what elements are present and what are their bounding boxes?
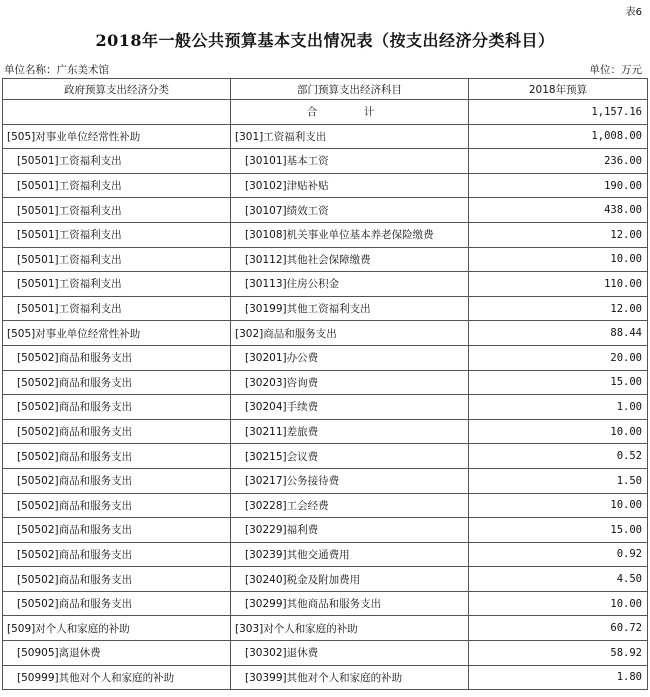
table-row bbox=[3, 345, 648, 370]
dept-category-cell: [30217]公务接待费 bbox=[231, 468, 469, 493]
gov-category-cell: [50502]商品和服务支出 bbox=[3, 567, 231, 592]
amount-cell: 110.00 bbox=[469, 272, 648, 297]
dept-category-cell: [30108]机关事业单位基本养老保险缴费 bbox=[231, 222, 469, 247]
gov-category-cell: [50501]工资福利支出 bbox=[3, 222, 231, 247]
table-row bbox=[3, 641, 648, 666]
table-row bbox=[3, 321, 648, 346]
gov-category-cell: [50501]工资福利支出 bbox=[3, 247, 231, 272]
amount-cell: 12.00 bbox=[469, 222, 648, 247]
dept-category-cell: [30215]会议费 bbox=[231, 444, 469, 469]
page-title: 2018年一般公共预算基本支出情况表（按支出经济分类科目） bbox=[95, 31, 555, 50]
amount-cell: 10.00 bbox=[469, 247, 648, 272]
amount-cell: 20.00 bbox=[469, 345, 648, 370]
table-row bbox=[3, 296, 648, 321]
table-number-tag: 表6 bbox=[625, 7, 642, 18]
gov-category-cell: [50502]商品和服务支出 bbox=[3, 419, 231, 444]
gov-category-cell: [50502]商品和服务支出 bbox=[3, 493, 231, 518]
table-row bbox=[3, 444, 648, 469]
table-row bbox=[3, 124, 648, 149]
table-row bbox=[3, 173, 648, 198]
dept-category-cell: [30102]津贴补贴 bbox=[231, 173, 469, 198]
gov-category-cell: [509]对个人和家庭的补助 bbox=[3, 616, 231, 641]
table-row bbox=[3, 616, 648, 641]
gov-category-cell: [50501]工资福利支出 bbox=[3, 173, 231, 198]
dept-category-cell: [301]工资福利支出 bbox=[231, 124, 469, 149]
dept-category-cell: [30201]办公费 bbox=[231, 345, 469, 370]
dept-category-cell: [302]商品和服务支出 bbox=[231, 321, 469, 346]
amount-cell: 15.00 bbox=[469, 370, 648, 395]
gov-category-cell: [50502]商品和服务支出 bbox=[3, 444, 231, 469]
gov-category-cell: [505]对事业单位经常性补助 bbox=[3, 124, 231, 149]
total-amount: 1,157.16 bbox=[469, 100, 648, 125]
table-row bbox=[3, 198, 648, 223]
dept-category-cell: [30211]差旅费 bbox=[231, 419, 469, 444]
gov-category-cell: [50501]工资福利支出 bbox=[3, 272, 231, 297]
amount-cell: 190.00 bbox=[469, 173, 648, 198]
dept-category-cell: [30228]工会经费 bbox=[231, 493, 469, 518]
gov-category-cell: [50502]商品和服务支出 bbox=[3, 345, 231, 370]
dept-category-cell: [30199]其他工资福利支出 bbox=[231, 296, 469, 321]
gov-category-cell: [50502]商品和服务支出 bbox=[3, 395, 231, 420]
amount-cell: 4.50 bbox=[469, 567, 648, 592]
dept-category-cell: [30229]福利费 bbox=[231, 518, 469, 543]
dept-category-cell: [30113]住房公积金 bbox=[231, 272, 469, 297]
dept-category-cell: [303]对个人和家庭的补助 bbox=[231, 616, 469, 641]
table-row bbox=[3, 567, 648, 592]
gov-category-cell: [50502]商品和服务支出 bbox=[3, 518, 231, 543]
amount-cell: 10.00 bbox=[469, 493, 648, 518]
gov-category-cell: [50502]商品和服务支出 bbox=[3, 591, 231, 616]
dept-category-cell: [30204]手续费 bbox=[231, 395, 469, 420]
amount-cell: 15.00 bbox=[469, 518, 648, 543]
gov-category-cell: [50502]商品和服务支出 bbox=[3, 370, 231, 395]
amount-cell: 1.80 bbox=[469, 665, 648, 690]
amount-cell: 1.50 bbox=[469, 468, 648, 493]
gov-category-cell: [50905]离退休费 bbox=[3, 641, 231, 666]
total-empty-cell bbox=[3, 100, 231, 125]
table-row bbox=[3, 419, 648, 444]
dept-category-cell: [30239]其他交通费用 bbox=[231, 542, 469, 567]
amount-cell: 60.72 bbox=[469, 616, 648, 641]
dept-category-cell: [30203]咨询费 bbox=[231, 370, 469, 395]
header-budget-2018: 2018年预算 bbox=[469, 79, 648, 100]
gov-category-cell: [50502]商品和服务支出 bbox=[3, 542, 231, 567]
amount-cell: 58.92 bbox=[469, 641, 648, 666]
amount-cell: 0.52 bbox=[469, 444, 648, 469]
amount-cell: 88.44 bbox=[469, 321, 648, 346]
budget-table bbox=[2, 78, 648, 690]
dept-category-cell: [30240]税金及附加费用 bbox=[231, 567, 469, 592]
table-row bbox=[3, 665, 648, 690]
dept-category-cell: [30107]绩效工资 bbox=[231, 198, 469, 223]
gov-category-cell: [50502]商品和服务支出 bbox=[3, 468, 231, 493]
amount-cell: 0.92 bbox=[469, 542, 648, 567]
amount-cell: 438.00 bbox=[469, 198, 648, 223]
total-label: 合 计 bbox=[231, 100, 469, 125]
table-row bbox=[3, 542, 648, 567]
gov-category-cell: [50501]工资福利支出 bbox=[3, 296, 231, 321]
gov-category-cell: [50999]其他对个人和家庭的补助 bbox=[3, 665, 231, 690]
amount-cell: 236.00 bbox=[469, 149, 648, 174]
table-row bbox=[3, 149, 648, 174]
table-row bbox=[3, 468, 648, 493]
unit-name-label: 单位名称：广东美术馆 bbox=[4, 64, 109, 76]
dept-category-cell: [30399]其他对个人和家庭的补助 bbox=[231, 665, 469, 690]
table-row bbox=[3, 247, 648, 272]
table-row bbox=[3, 370, 648, 395]
table-row bbox=[3, 272, 648, 297]
table-row bbox=[3, 493, 648, 518]
header-dept-category: 部门预算支出经济科目 bbox=[231, 79, 469, 100]
table-row bbox=[3, 591, 648, 616]
total-row bbox=[3, 100, 648, 125]
amount-cell: 1,008.00 bbox=[469, 124, 648, 149]
table-row bbox=[3, 222, 648, 247]
gov-category-cell: [50501]工资福利支出 bbox=[3, 198, 231, 223]
dept-category-cell: [30101]基本工资 bbox=[231, 149, 469, 174]
amount-cell: 10.00 bbox=[469, 591, 648, 616]
header-gov-category: 政府预算支出经济分类 bbox=[3, 79, 231, 100]
amount-cell: 12.00 bbox=[469, 296, 648, 321]
gov-category-cell: [505]对事业单位经常性补助 bbox=[3, 321, 231, 346]
table-row bbox=[3, 395, 648, 420]
amount-cell: 10.00 bbox=[469, 419, 648, 444]
dept-category-cell: [30299]其他商品和服务支出 bbox=[231, 591, 469, 616]
table-row bbox=[3, 518, 648, 543]
dept-category-cell: [30302]退休费 bbox=[231, 641, 469, 666]
table-header-row bbox=[3, 79, 648, 100]
gov-category-cell: [50501]工资福利支出 bbox=[3, 149, 231, 174]
currency-unit-label: 单位：万元 bbox=[589, 64, 642, 76]
dept-category-cell: [30112]其他社会保障缴费 bbox=[231, 247, 469, 272]
amount-cell: 1.00 bbox=[469, 395, 648, 420]
